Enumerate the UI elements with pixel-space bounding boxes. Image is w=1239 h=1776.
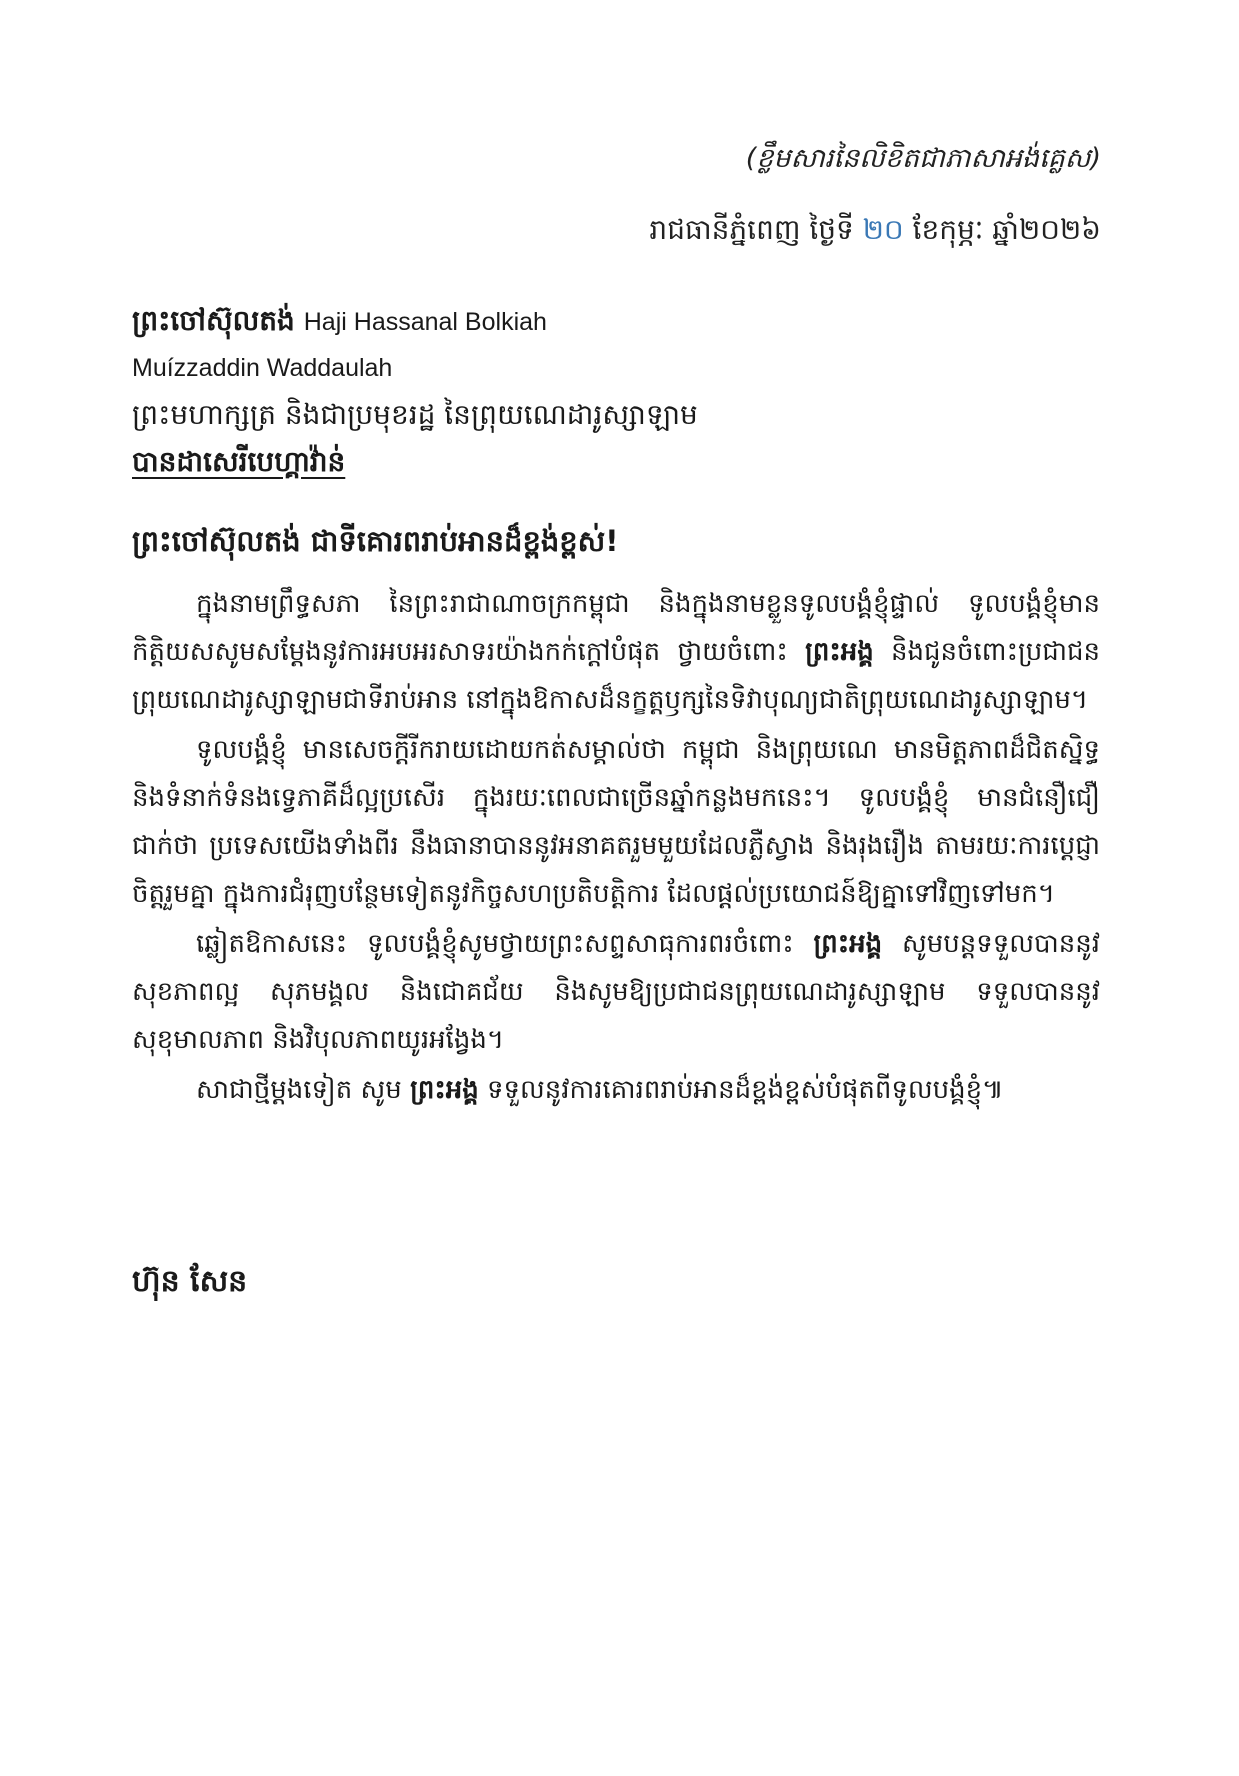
recipient-block: [132, 298, 1112, 485]
signature-name: ហ៊ុន សែន: [132, 1264, 248, 1299]
paragraph-1-text-a: ក្នុងនាមព្រឹទ្ធសភា នៃព្រះរាជាណាចក្រកម្ពុជា និងក្នុងនាមខ្លួនទូលបង្គំខ្ញុំផ្ទាល់ ទូលបង្គំខ្ញុំមានកិត្តិយសសូមសម្តែងនូវការអបអរសាទរយ៉ាងកក់ក្តៅបំផុត ថ្វាយចំពោះ: [132, 589, 1100, 667]
paragraph-4: [132, 1066, 1100, 1114]
dateline-day: ២០: [862, 213, 904, 246]
recipient-name-1: Haji Hassanal Bolkiah: [303, 308, 547, 336]
dateline-suffix: ខែកុម្ភៈ ឆ្នាំ២០២៦: [903, 213, 1101, 246]
recipient-location: បានដាសេរីបេហ្គាវ៉ាន់: [132, 445, 346, 478]
paragraph-3-bold: ព្រះអង្គ: [813, 929, 883, 959]
recipient-name-2: Muízzaddin Waddaulah: [132, 354, 393, 382]
paragraph-4-text-a: សាជាថ្មីម្តងទៀត សូម: [196, 1075, 411, 1105]
paragraph-4-bold: ព្រះអង្គ: [410, 1075, 479, 1105]
paragraph-4-text-b: ទទួលនូវការគោរពរាប់អានដ៏ខ្ពង់ខ្ពស់បំផុតពីទូលបង្គំខ្ញុំ៕: [478, 1075, 1004, 1105]
recipient-position: ព្រះមហាក្សត្រ និងជាប្រមុខរដ្ឋ នៃព្រុយណេដារូស្សាឡាម: [132, 398, 698, 431]
paragraph-3-text-a: ឆ្លៀតឱកាសនេះ ទូលបង្គំខ្ញុំសូមថ្វាយព្រះសព្ទសាធុការពរចំពោះ: [196, 929, 814, 959]
paragraph-1-bold: ព្រះអង្គ: [805, 637, 874, 667]
paragraph-1: [132, 580, 1100, 724]
letter-body: [132, 580, 1100, 1116]
paragraph-2: ទូលបង្គំខ្ញុំ មានសេចក្តីរីករាយដោយកត់សម្គាល់ថា កម្ពុជា និងព្រុយណេ មានមិត្តភាពដ៏ជិតស្និទ្ធ និងទំនាក់ទំនងទ្វេភាគីដ៏ល្អប្រសើរ ក្នុងរយៈពេលជាច្រើនឆ្នាំកន្លងមកនេះ។ ទូលបង្គំខ្ញុំ មានជំនឿជឿជាក់ថា ប្រទេសយើងទាំងពីរ នឹងធានាបាននូវអនាគតរួមមួយដែលភ្លឺស្វាង និងរុងរឿង តាមរយៈការប្តេជ្ញាចិត្តរួមគ្នា ក្នុងការជំរុញបន្ថែមទៀតនូវកិច្ចសហប្រតិបត្តិការ ដែលផ្តល់ប្រយោជន៍ឱ្យគ្នាទៅវិញទៅមក។: [132, 735, 1100, 909]
paragraph-1-text-b: និងជូនចំពោះប្រជាជនព្រុយណេដារូស្សាឡាមជាទីរាប់អាន នៅក្នុងឱកាសដ៏នក្ខត្តឫក្សនៃទិវាបុណ្យជាតិព្រុយណេដារូស្សាឡាម។: [132, 637, 1101, 715]
english-content-note: (ខ្លឹមសារនៃលិខិតជាភាសាអង់គ្លេស): [745, 143, 1101, 174]
paragraph-3: [132, 920, 1100, 1064]
paragraph-3-text-b: សូមបន្តទទួលបាននូវសុខភាពល្អ សុភមង្គល និងជោគជ័យ និងសូមឱ្យប្រជាជនព្រុយណេដារូស្សាឡាម ទទួលបាននូវសុខុមាលភាព និងវិបុលភាពយូរអង្វែង។: [132, 929, 1101, 1055]
recipient-name-line: [132, 298, 1112, 345]
recipient-title: ព្រះចៅស៊ុលតង់: [132, 304, 295, 337]
dateline-prefix: រាជធានីភ្នំពេញ ថ្ងៃទី: [649, 213, 863, 246]
dateline: [649, 212, 1101, 253]
salutation: ព្រះចៅស៊ុលតង់ ជាទីគោរពរាប់អានដ៏ខ្ពង់ខ្ពស់!: [132, 524, 619, 558]
